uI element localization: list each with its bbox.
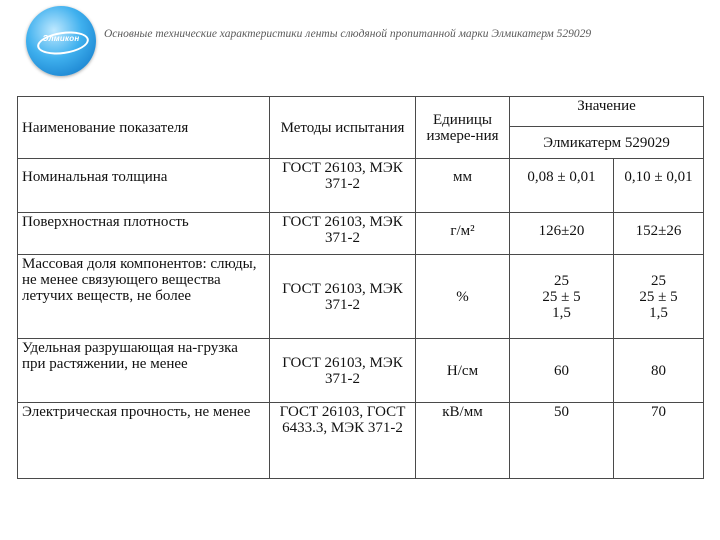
value-volatile: 1,5 — [649, 304, 668, 321]
spec-table — [17, 96, 704, 479]
row-value-1: 0,08 ± 0,01 — [510, 159, 614, 213]
row-value-1: 50 — [510, 403, 614, 479]
row-name: Массовая доля компонентов: слюды, не менее связующего вещества летучих веществ, не более — [18, 255, 270, 339]
row-method: ГОСТ 26103, ГОСТ 6433.3, МЭК 371-2 — [270, 403, 416, 479]
row-method: ГОСТ 26103, МЭК 371-2 — [270, 339, 416, 403]
value-binder: 25 ± 5 — [639, 288, 678, 305]
table-row — [18, 339, 704, 403]
table-row — [18, 159, 704, 213]
header-value: Значение — [510, 97, 704, 127]
header-method: Методы испытания — [270, 97, 416, 159]
value-volatile: 1,5 — [552, 304, 571, 321]
row-method: ГОСТ 26103, МЭК 371-2 — [270, 159, 416, 213]
table-row — [18, 213, 704, 255]
value-mica: 25 — [651, 272, 666, 289]
header-brand: Элмикатерм 529029 — [510, 127, 704, 159]
row-value-2: 0,10 ± 0,01 — [614, 159, 704, 213]
header-unit: Единицы измере-ния — [416, 97, 510, 159]
row-unit: % — [416, 255, 510, 339]
logo-ring-icon — [36, 28, 91, 57]
row-name: Номинальная толщина — [18, 159, 270, 213]
row-method: ГОСТ 26103, МЭК 371-2 — [270, 255, 416, 339]
table-row — [18, 403, 704, 479]
row-unit: кВ/мм — [416, 403, 510, 479]
value-mica: 25 — [554, 272, 569, 289]
logo-text: Элмикон — [42, 34, 80, 43]
row-value-2: 80 — [614, 339, 704, 403]
row-unit: мм — [416, 159, 510, 213]
row-name: Поверхностная плотность — [18, 213, 270, 255]
row-value-1 — [510, 255, 614, 339]
table-header-row — [18, 97, 704, 127]
row-unit: Н/см — [416, 339, 510, 403]
row-name: Удельная разрушающая на-грузка при растяжении, не менее — [18, 339, 270, 403]
row-value-1: 126±20 — [510, 213, 614, 255]
row-unit: г/м² — [416, 213, 510, 255]
row-name: Электрическая прочность, не менее — [18, 403, 270, 479]
row-method: ГОСТ 26103, МЭК 371-2 — [270, 213, 416, 255]
row-value-2: 152±26 — [614, 213, 704, 255]
page-title: Основные технические характеристики ленты слюдяной пропитанной марки Элмикатерм 529029 — [104, 28, 592, 40]
row-value-1: 60 — [510, 339, 614, 403]
value-binder: 25 ± 5 — [542, 288, 581, 305]
table-row — [18, 255, 704, 339]
row-value-2 — [614, 255, 704, 339]
header-indicator: Наименование показателя — [18, 97, 270, 159]
company-logo — [26, 6, 96, 76]
row-value-2: 70 — [614, 403, 704, 479]
